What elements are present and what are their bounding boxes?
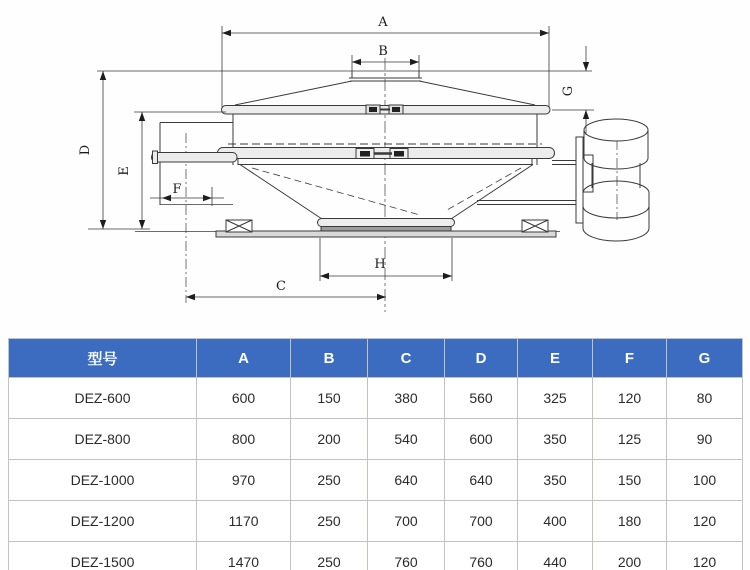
cell: 560	[445, 378, 518, 419]
cell: 90	[667, 419, 743, 460]
col-header-b: B	[291, 339, 368, 378]
table-row	[9, 378, 743, 419]
cell-model: DEZ-1200	[9, 501, 197, 542]
cell: 120	[667, 542, 743, 570]
table-row	[9, 501, 743, 542]
cell: 760	[445, 542, 518, 570]
cell: 1170	[197, 501, 291, 542]
cell: 760	[368, 542, 445, 570]
cell: 250	[291, 460, 368, 501]
cell: 150	[593, 460, 667, 501]
dim-label-f: F	[172, 182, 182, 197]
table-row	[9, 460, 743, 501]
dim-label-c: C	[276, 279, 286, 294]
cell: 200	[291, 419, 368, 460]
col-header-g: G	[667, 339, 743, 378]
cell: 700	[368, 501, 445, 542]
inlet	[349, 71, 422, 81]
col-header-a: A	[197, 339, 291, 378]
dim-label-d: D	[78, 144, 93, 156]
cell: 540	[368, 419, 445, 460]
cell: 150	[291, 378, 368, 419]
col-header-c: C	[368, 339, 445, 378]
col-header-e: E	[518, 339, 593, 378]
cell: 600	[445, 419, 518, 460]
cell-model: DEZ-800	[9, 419, 197, 460]
cell: 250	[291, 501, 368, 542]
spec-table	[8, 338, 743, 570]
side-spout	[152, 123, 238, 206]
dim-C	[186, 294, 386, 300]
centerlines	[186, 58, 617, 312]
cell: 200	[593, 542, 667, 570]
dim-label-a: A	[378, 15, 388, 30]
cell: 180	[593, 501, 667, 542]
base	[135, 231, 560, 237]
spec-table-wrap	[8, 338, 742, 570]
table-row	[9, 419, 743, 460]
cell: 600	[197, 378, 291, 419]
cell: 350	[518, 460, 593, 501]
cell: 120	[593, 378, 667, 419]
dim-A	[222, 26, 549, 107]
dim-F	[150, 187, 224, 206]
cell: 120	[667, 501, 743, 542]
cell: 800	[197, 419, 291, 460]
cell: 80	[667, 378, 743, 419]
cell: 400	[518, 501, 593, 542]
cell: 1470	[197, 542, 291, 570]
cell: 100	[667, 460, 743, 501]
cell: 125	[593, 419, 667, 460]
outlet	[318, 219, 455, 233]
dim-label-e: E	[117, 166, 132, 176]
dim-label-b: B	[378, 44, 388, 59]
cell: 700	[445, 501, 518, 542]
dim-E	[134, 112, 226, 229]
cell: 440	[518, 542, 593, 570]
cell: 380	[368, 378, 445, 419]
dim-H	[320, 238, 452, 281]
cell: 350	[518, 419, 593, 460]
cell-model: DEZ-600	[9, 378, 197, 419]
header-row	[9, 339, 743, 378]
col-header-d: D	[445, 339, 518, 378]
cell: 640	[368, 460, 445, 501]
cell: 970	[197, 460, 291, 501]
cell-model: DEZ-1500	[9, 542, 197, 570]
dim-D	[88, 71, 150, 229]
col-header-f: F	[593, 339, 667, 378]
table-row	[9, 542, 743, 570]
dim-label-h: H	[374, 257, 386, 272]
cell: 325	[518, 378, 593, 419]
cell: 250	[291, 542, 368, 570]
cell: 640	[445, 460, 518, 501]
col-header-model: 型号	[9, 339, 197, 378]
dim-label-g: G	[561, 85, 576, 97]
motor-assembly	[477, 119, 649, 241]
cell-model: DEZ-1000	[9, 460, 197, 501]
